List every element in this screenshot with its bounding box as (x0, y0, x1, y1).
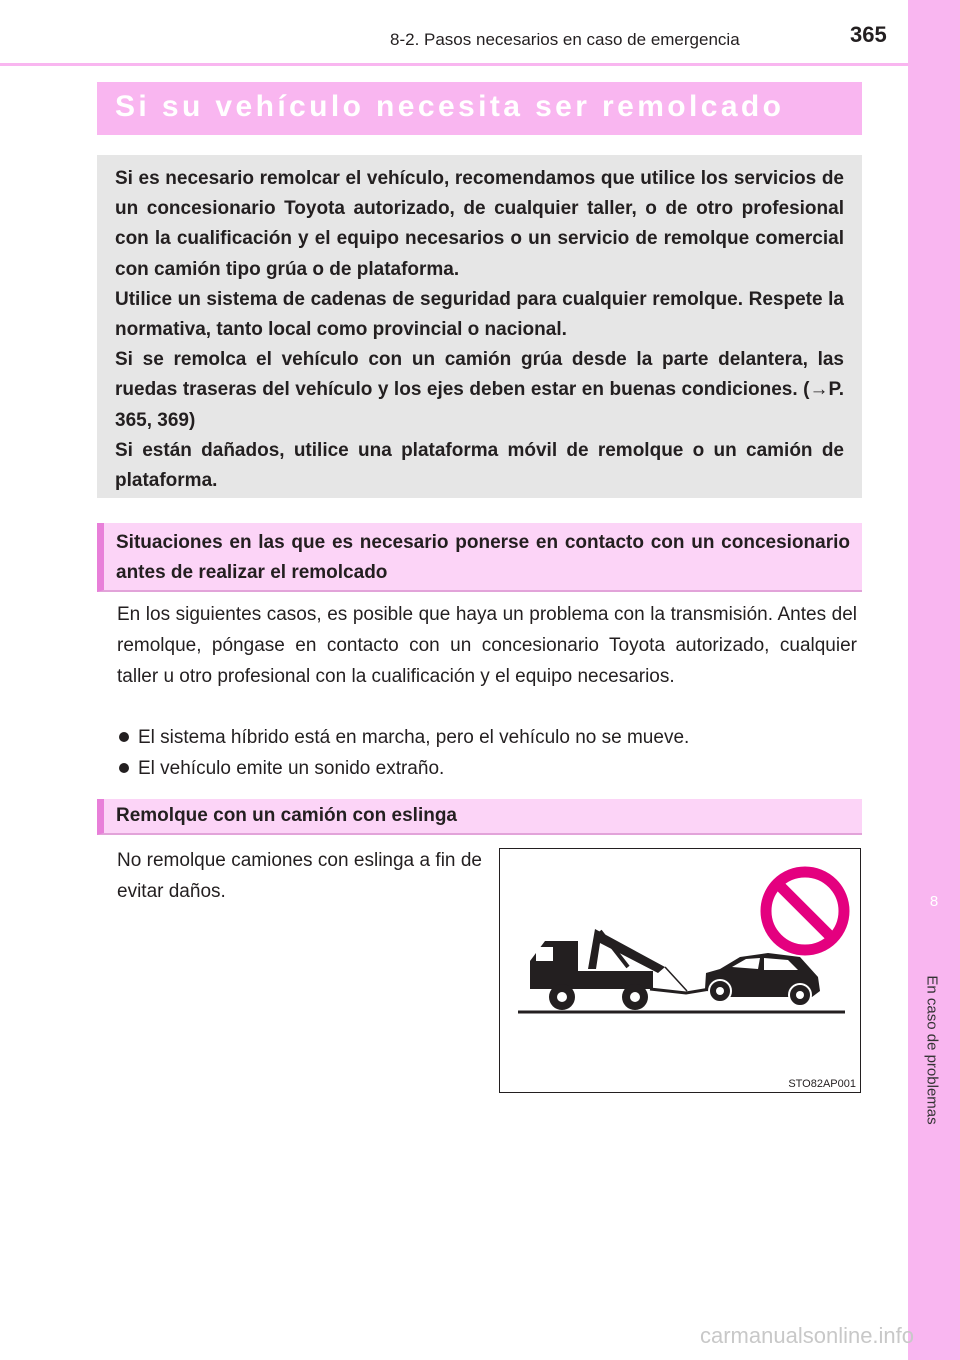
section-body-sling-truck: No remolque camiones con eslinga a fin de evitar daños. (117, 850, 482, 902)
page-title: Si su vehículo necesita ser remolcado (115, 90, 785, 123)
list-item (117, 722, 689, 753)
chapter-label: En caso de problemas (923, 975, 941, 1125)
list-item-text: El vehículo emite un sonido extraño. (138, 758, 445, 779)
sling-tow-prohibited-icon (500, 849, 860, 1092)
section-heading-contact-dealer: Situaciones en las que es necesario ponerse en contacto con un concesionario antes de realizar el remolcado (97, 523, 862, 592)
list-item (117, 753, 444, 784)
intro-paragraph-4: Si están dañados, utilice una plataforma móvil de remolque o un camión de plataforma. (115, 439, 844, 492)
title-bar (97, 82, 862, 135)
list-item-text: El sistema híbrido está en marcha, pero el vehículo no se mueve. (138, 727, 690, 748)
bullet-icon (119, 732, 129, 742)
page-number: 365 (850, 22, 887, 47)
intro-paragraph-2: Utilice un sistema de cadenas de seguridad para cualquier remolque. Respete la normativa, tanto local como provincial o nacional. (115, 288, 844, 341)
figure-code: STO82AP001 (788, 1078, 856, 1090)
intro-paragraph-3: Si se remolca el vehículo con un camión grúa desde la parte delantera, las ruedas traseras del vehículo y los ejes deben estar en buenas condiciones. (→P. 365, 369) (115, 349, 844, 431)
intro-box (97, 155, 862, 498)
tow-truck-illustration (499, 848, 861, 1093)
chapter-side-tab (908, 0, 960, 1360)
header-rule (0, 63, 908, 66)
running-header: 8-2. Pasos necesarios en caso de emergencia (390, 30, 740, 49)
bullet-icon (119, 763, 129, 773)
watermark: carmanualsonline.info (700, 1323, 915, 1348)
chapter-number: 8 (929, 893, 939, 910)
section-body-contact-dealer: En los siguientes casos, es posible que haya un problema con la transmisión. Antes del remolque, póngase en contacto con un concesionario Toyota autorizado, cualquier taller u otro profesional con la cualificación y el equipo necesarios. (117, 604, 857, 687)
section-heading-sling-truck: Remolque con un camión con eslinga (97, 799, 862, 835)
intro-paragraph-1: Si es necesario remolcar el vehículo, recomendamos que utilice los servicios de un concesionario Toyota autorizado, de cualquier taller, o de otro profesional con la cualificación y el equipo necesarios o un servicio de remolque comercial con camión tipo grúa o de plataforma. (115, 168, 844, 280)
